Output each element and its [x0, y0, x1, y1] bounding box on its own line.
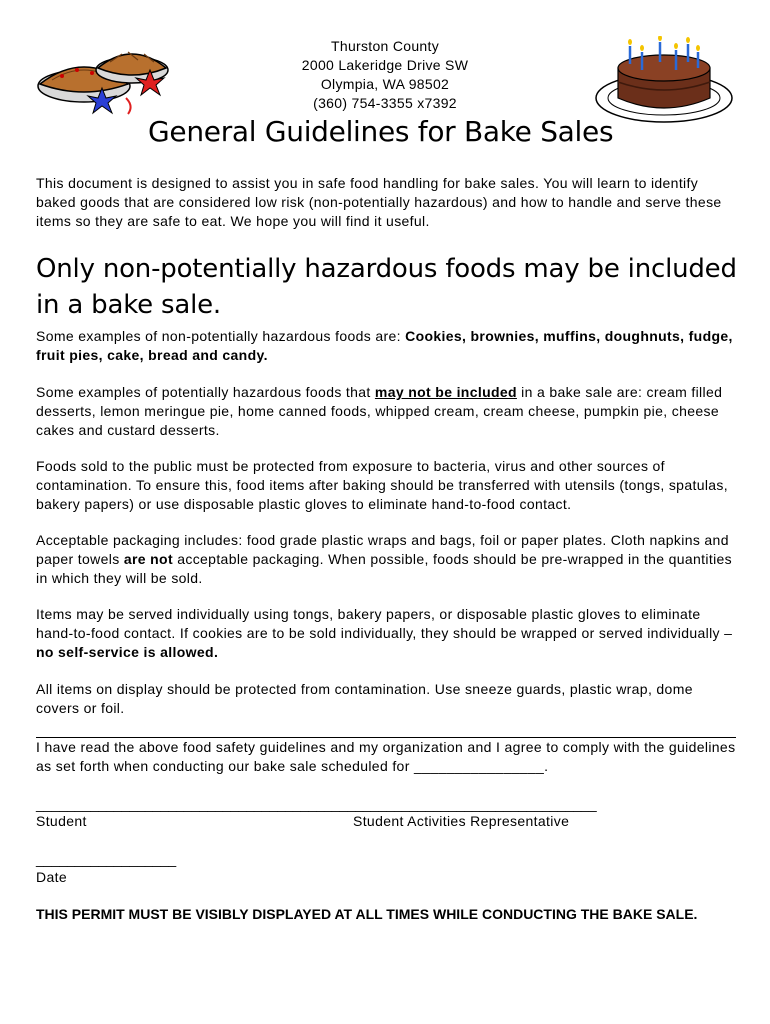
ph-not-included: may not be included — [374, 384, 517, 400]
ph-suffix: in a bake sale are: cream filled desserts, lemon meringue pie, home canned foods, whipped cream, cream cheese, pumpkin pie, cheese cakes and custard desserts. — [36, 384, 723, 438]
serving-paragraph — [36, 605, 736, 662]
packaging-not: are not — [123, 551, 173, 567]
signature-line: ________________________________________________________________________ — [36, 796, 597, 812]
packaging-paragraph — [36, 531, 736, 588]
section-heading: Only non-potentially hazardous foods may be included in a bake sale. — [36, 254, 737, 320]
protection-paragraph: Foods sold to the public must be protected from exposure to bacteria, virus and other sources of contamination. To ensure this, food items after baking should be transferred with utensils (tongs, spatulas, bakery papers) or use disposable plastic gloves to eliminate hand-to-food contact. — [36, 458, 729, 512]
rep-label: Student Activities Representative — [353, 813, 570, 829]
agreement-paragraph: I have read the above food safety guidelines and my organization and I agree to comply with the guidelines as set forth when conducting our bake sale scheduled for ________________. — [36, 739, 736, 774]
page-title: General Guidelines for Bake Sales — [148, 115, 614, 148]
intro-paragraph: This document is designed to assist you in safe food handling for bake sales. You will learn to identify baked goods that are considered low risk (non-potentially hazardous) and how to handle and serve these items so they are safe to eat. We hope you will find it useful. — [36, 175, 722, 229]
nph-foods: Cookies, brownies, muffins, doughnuts, fudge, fruit pies, cake, bread and candy. — [36, 328, 733, 363]
serving-prefix: Items may be served individually using tongs, bakery papers, or disposable plastic gloves to eliminate hand-to-food contact. If cookies are to be sold individually, they should be wrapped or served individually – — [36, 606, 733, 641]
phone-number: (360) 754-3355 x7392 — [313, 95, 457, 111]
packaging-prefix: Acceptable packaging includes: food grade plastic wraps and bags, foil or paper plates. Cloth napkins and paper towels — [36, 532, 729, 567]
nph-prefix: Some examples of non-potentially hazardous foods are: — [36, 328, 406, 344]
pies-illustration — [32, 40, 172, 120]
city-state-zip: Olympia, WA 98502 — [320, 76, 450, 92]
date-label: Date — [36, 869, 67, 885]
birthday-cake-illustration — [592, 36, 737, 126]
date-line: __________________ — [36, 851, 177, 867]
street-address: 2000 Lakeridge Drive SW — [301, 57, 469, 73]
display-paragraph: All items on display should be protected from contamination. Use sneeze guards, plastic wrap, dome covers or foil. — [36, 681, 693, 716]
county-address-block — [250, 37, 520, 113]
student-label: Student — [36, 813, 87, 829]
county-name: Thurston County — [331, 38, 439, 54]
serving-no-self-service: no self-service is allowed. — [36, 644, 219, 660]
non-hazardous-examples — [36, 327, 736, 365]
ph-prefix: Some examples of potentially hazardous foods that — [36, 384, 375, 400]
permit-notice: THIS PERMIT MUST BE VISIBLY DISPLAYED AT ALL TIMES WHILE CONDUCTING THE BAKE SALE. — [36, 906, 698, 922]
packaging-suffix: acceptable packaging. When possible, foods should be pre-wrapped in the quantities in which they will be sold. — [36, 551, 733, 586]
hazardous-examples — [36, 383, 736, 440]
